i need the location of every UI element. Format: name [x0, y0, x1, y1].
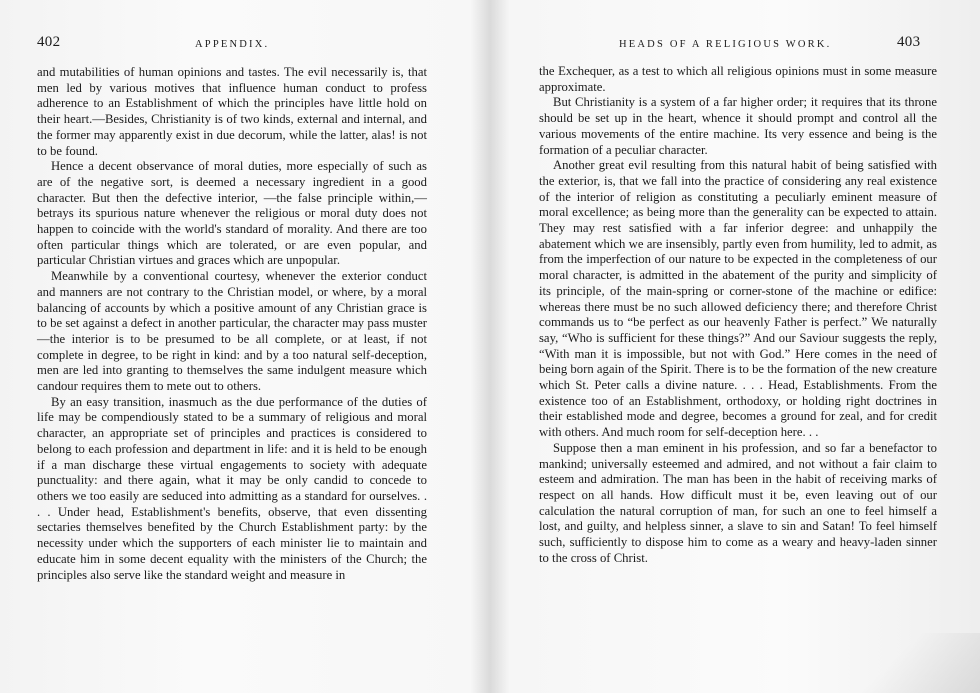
paragraph: But Christianity is a system of a far higher order; it requires that its throne should be set up in the heart, whence it should prompt and control all the various movements of the entire machine. Its very essence and being is the formation of a peculiar character.	[539, 95, 937, 157]
paragraph: and mutabilities of human opinions and tastes. The evil necessarily is, that men led by various motives that influence human conduct to profess adherence to an Establishment of which the principles have little hold on their heart.—Besides, Christianity is of two kinds, external and internal, and the former may apparently exist in due decorum, while the latter, alas! is not to be found.	[37, 65, 427, 158]
running-title-left: APPENDIX.	[195, 39, 270, 50]
paragraph: Hence a decent observance of moral duties, more especially of such as are of the negative sort, is deemed a necessary ingredient in a good character. But then the defective interior, —the false principle within,—betrays its spurious nature whenever the religious or moral duty does not happen to coincide with the world's standard of morality. And there are too often particular things which are tolerated, or are even popular, and particular Christian virtues and graces which are unpopular.	[37, 159, 427, 268]
left-page	[0, 0, 488, 693]
right-page	[492, 0, 980, 693]
paragraph: Another great evil resulting from this natural habit of being satisfied with the exterior, is, that we fall into the practice of considering any real existence of the interior of religion as constituting a peculiarly eminent measure of moral excellence; as being more than the generality can be expected to attain. They may rest satisfied with a far inferior degree: and unhappily the abatement which we are insensibly, partly even from humility, led to admit, as from the imperfection of our nature to be expected in the completeness of our moral character, is admitted in the abatement of the purity and simplicity of its principle, of the main-spring or corner-stone of the machine or edifice: whereas there must be no such allowed deficiency there; and therefore Christ commands us to “be perfect as our heavenly Father is perfect.” We naturally say, “Who is sufficient for these things?” And our Saviour suggests the reply, “With man it is impossible, but not with God.” Here comes in the need of being born again of the Spirit. There is to be the formation of the new creature which St. Peter calls a divine nature. . . . Head, Establishments. From the existence too of an Establishment, orthodoxy, or holding right doctrines in their established mode and degree, becomes a ground for zeal, and for credit with others. And much room for self-deception here. . .	[539, 158, 937, 440]
paragraph: the Exchequer, as a test to which all religious opinions must in some measure approximate.	[539, 64, 937, 94]
right-running-head	[492, 34, 980, 54]
page-number-right: 403	[897, 34, 921, 50]
paragraph: By an easy transition, inasmuch as the due performance of the duties of life may be compendiously stated to be a summary of religious and moral character, an appropriate set of principles and practices is considered to belong to each profession and department in life: and it is held to be enough if a man discharge these virtual engagements to society with adequate punctuality: and there again, what it may be only candid to concede to others we too easily are seduced into admitting as a standard for ourselves. . . . Under head, Establishment's benefits, observe, that even dissenting sectaries themselves benefited by the Church Establishment party: by the necessity under which the supporters of each minister lie to maintain and educate him in some decent equality with the ministers of the Church; the principles also serve like the standard weight and measure in	[37, 394, 427, 582]
page-corner-shadow	[840, 633, 980, 693]
page-number-left: 402	[37, 34, 61, 50]
right-page-text	[539, 64, 937, 567]
paragraph: Suppose then a man eminent in his profession, and so far a benefactor to mankind; universally esteemed and admired, and not without a fair claim to esteem and admiration. The man has been in the habit of receiving marks of respect on all hands. How difficult must it be, even leaving out of our calculation the natural corruption of man, for such an one to feel himself a lost, and guilty, and helpless sinner, a slave to sin and Satan! To feel himself such, sufficiently to dispose him to come as a weary and heavy-laden sinner to the cross of Christ.	[539, 440, 937, 565]
running-title-right: HEADS OF A RELIGIOUS WORK.	[619, 39, 832, 50]
left-page-text	[37, 65, 427, 583]
paragraph: Meanwhile by a conventional courtesy, whenever the exterior conduct and manners are not contrary to the Christian model, or where, by a moral balancing of accounts by which a positive amount of any Christian grace is to be set against a defect in another particular, the character may pass muster—the interior is to be presumed to be all complete, or at least, if not complete in degree, to be right in kind: and by a too natural self-deception, men are led into granting to themselves the same indulgent measure which candour requires them to mete out to others.	[37, 269, 427, 394]
left-running-head	[0, 34, 488, 54]
